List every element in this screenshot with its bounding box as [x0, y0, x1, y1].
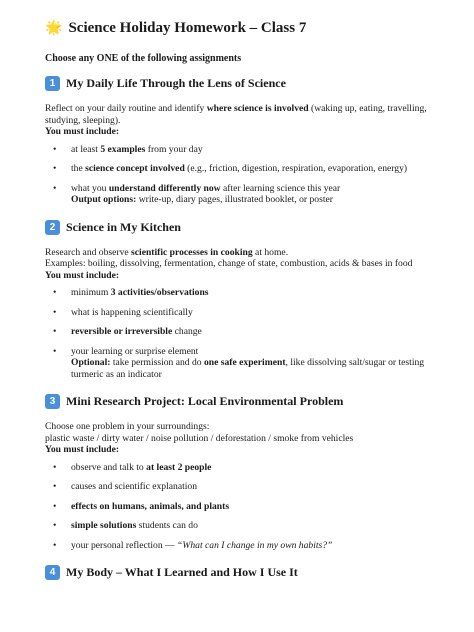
examples-text: Examples: boiling, dissolving, fermentation, change of state, combustion, acids & bases in food [45, 258, 413, 269]
section-title: Science in My Kitchen [66, 219, 181, 234]
bold-text: 5 examples [100, 143, 146, 155]
number-badge: 1 [45, 76, 60, 91]
text: your personal reflection — [71, 539, 178, 551]
list-item [45, 326, 434, 338]
section-2 [45, 220, 434, 381]
section-3 [45, 394, 434, 551]
bold-text: science concept involved [85, 163, 185, 174]
text: (e.g., friction, digestion, respiration, evaporation, energy) [184, 163, 408, 174]
section-description: Choose one problem in your surroundings: [45, 421, 210, 432]
page-title [45, 20, 434, 37]
output-options-label: Output options: [71, 194, 137, 205]
requirements-label: You must include: [45, 269, 120, 281]
quote-text: “What can I change in my own habits?” [177, 539, 333, 551]
section-description [45, 247, 434, 259]
bold-text: effects on humans, animals, and plants [71, 500, 230, 512]
list-item [45, 163, 434, 175]
list-item [45, 540, 434, 552]
text: students can do [136, 520, 198, 531]
section-title: Mini Research Project: Local Environmental Problem [66, 394, 344, 408]
text: from your day [145, 143, 203, 155]
star-icon: 🌟 [45, 21, 63, 36]
list-item [45, 183, 434, 206]
instructions: Choose any ONE of the following assignments [45, 53, 242, 64]
text: what is happening scientifically [71, 306, 193, 318]
list-item [45, 462, 434, 474]
bold-text: one safe experiment [203, 357, 286, 368]
requirements-label: You must include: [45, 126, 120, 137]
text: the [71, 163, 86, 174]
number-badge: 3 [45, 394, 60, 409]
section-4 [45, 565, 434, 580]
optional-label: Optional: [71, 357, 111, 368]
section-heading [45, 220, 434, 235]
section-heading [45, 394, 434, 409]
number-badge: 2 [45, 220, 60, 235]
list-item [45, 520, 434, 532]
problem-options: plastic waste / dirty water / noise pollution / deforestation / smoke from vehicles [45, 432, 354, 444]
bold-text: 3 activities/observations [110, 287, 209, 298]
list-item [45, 481, 434, 493]
text: at least [71, 143, 101, 155]
text: , like dissolving salt/sugar or testing turmeric as an indicator [71, 357, 425, 380]
bold-text: where science is involved [206, 103, 309, 114]
text: observe and talk to [71, 461, 147, 473]
section-title: My Body – What I Learned and How I Use It [66, 565, 298, 579]
list-item [45, 287, 434, 299]
list-item [45, 144, 434, 156]
text: Reflect on your daily routine and identify [45, 103, 207, 114]
text: write-up, diary pages, illustrated booklet, or poster [136, 194, 333, 205]
section-heading [45, 76, 434, 91]
section-title: My Daily Life Through the Lens of Science [66, 76, 286, 90]
section-heading [45, 565, 434, 580]
bold-text: reversible or irreversible [71, 326, 173, 337]
text: minimum [71, 287, 111, 298]
bold-text: scientific processes in cooking [131, 246, 253, 258]
number-badge: 4 [45, 565, 60, 580]
requirements-list [45, 287, 434, 380]
text: after learning science this year [220, 182, 341, 194]
requirements-list [45, 462, 434, 552]
requirements-label: You must include: [45, 444, 120, 455]
bold-text: understand differently now [108, 182, 221, 194]
text: change [172, 326, 202, 337]
text: take permission and do [110, 357, 204, 368]
section-1 [45, 76, 434, 206]
bold-text: simple solutions [71, 520, 137, 531]
text: Research and observe [45, 246, 132, 258]
bold-text: at least 2 people [146, 461, 212, 473]
list-item [45, 307, 434, 319]
list-item [45, 346, 434, 381]
text: causes and scientific explanation [71, 481, 198, 492]
section-description [45, 103, 434, 126]
text: your learning or surprise element [71, 345, 199, 357]
page-title-text: Science Holiday Homework – Class 7 [68, 20, 307, 36]
requirements-list [45, 144, 434, 206]
text: what you [71, 182, 109, 194]
text: (waking up, eating, travelling, studying, sleeping). [45, 103, 427, 126]
text: at home. [252, 246, 289, 258]
list-item [45, 501, 434, 513]
